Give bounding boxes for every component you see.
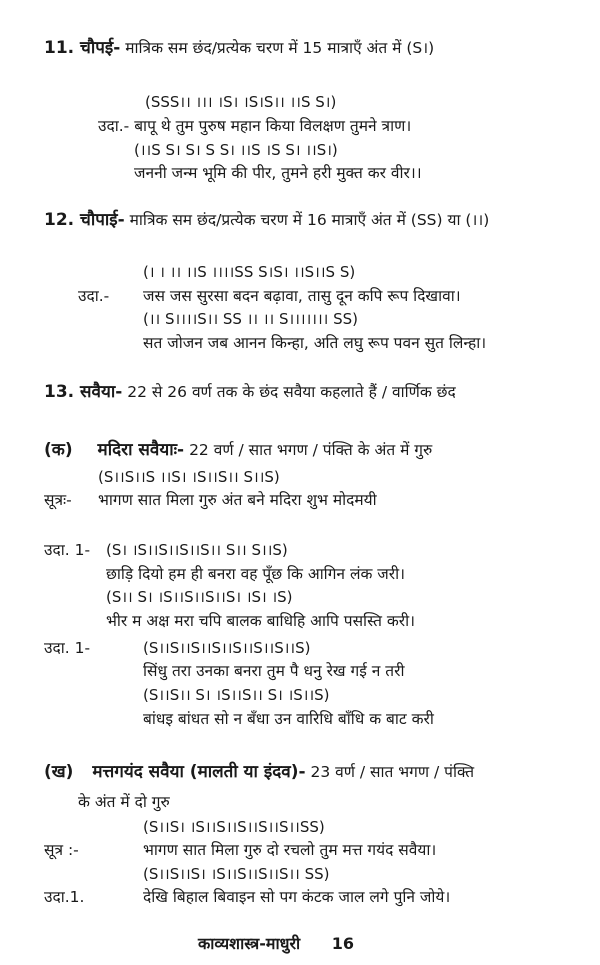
ka-example-2-scheme-2: (S।।S।। S। ।S।।S।। S। ।S।।S) [143, 686, 330, 704]
ka-example-1-line-1: छाड़ि दियो हम ही बनरा वह पूँछ कि आगिन लंक जरी। [106, 565, 406, 583]
ka-example-2-line-2: बांधइ बांधत सो न बँधा उन वारिधि बाँधि क बाट करी [143, 710, 434, 728]
section-12-number: 12. चौपाई- [44, 210, 125, 230]
section-12-scheme-2: (।। S।।।।S।। SS ।। ।। S।।।।।।। SS) [143, 310, 358, 328]
subsection-ka-title: मदिरा सवैयाः- [97, 440, 185, 460]
kha-sutra-label: सूत्र :- [44, 841, 79, 859]
section-11-scheme-1: (SSS।। ।।। ।S। ।S।S।। ।।S S।) [145, 93, 337, 111]
kha-example-line: देखि बिहाल बिवाइन सो पग कंटक जाल लगे पुनि जोये। [143, 888, 451, 906]
ka-example-1-label: उदा. 1- [44, 541, 91, 559]
page-number: 16 [331, 934, 354, 953]
ka-sutra-scheme: (S।।S।।S ।।S। ।S।।S।। S।।S) [98, 468, 280, 486]
section-13-number: 13. सवैया- [44, 382, 123, 402]
ka-example-1-scheme-2: (S।। S। ।S।।S।।S।।S। ।S। ।S) [106, 588, 293, 606]
ka-example-2-line-1: सिंधु तरा उनका बनरा तुम पै धनु रेख गई न तरी [143, 662, 405, 680]
page-footer [198, 934, 354, 954]
ka-example-2-scheme-1: (S।।S।।S।।S।।S।।S।।S।।S) [143, 639, 311, 657]
subsection-ka-desc: 22 वर्ण / सात भगण / पंक्ति के अंत में गुरु [189, 441, 433, 459]
section-11-heading [44, 38, 434, 58]
section-12-desc: मात्रिक सम छंद/प्रत्येक चरण में 16 मात्राएँ अंत में (SS) या (।।) [129, 211, 490, 229]
section-12-heading [44, 210, 489, 230]
kha-sutra-scheme: (S।।S। ।S।।S।।S।।S।।S।।SS) [143, 818, 325, 836]
example-line: बापू थे तुम पुरुष महान किया विलक्षण तुमने त्राण। [134, 117, 412, 135]
kha-sutra-text: भागण सात मिला गुरु दो रचलो तुम मत्त गयंद सवैया। [143, 841, 437, 859]
book-title: काव्यशास्त्र-माधुरी [198, 934, 301, 953]
section-11-example-1 [98, 116, 411, 136]
section-12-example-1: जस जस सुरसा बदन बढ़ावा, तासु दून कपि रूप दिखावा। [143, 287, 461, 305]
section-11-desc: मात्रिक सम छंद/प्रत्येक चरण में 15 मात्राएँ अंत में (S।) [125, 39, 435, 57]
subsection-kha-label: (ख) [44, 762, 74, 782]
section-12-example-2: सत जोजन जब आनन किन्हा, अति लघु रूप पवन सुत लिन्हा। [143, 334, 487, 352]
ka-sutra-label: सूत्रः- [44, 491, 72, 509]
subsection-ka-label: (क) [44, 440, 73, 460]
ka-example-1-line-2: भीर म अक्ष मरा चपि बालक बाधिहि आपि पसस्ति करी। [106, 612, 415, 630]
ka-sutra-text: भागण सात मिला गुरु अंत बने मदिरा शुभ मोदमयी [98, 491, 377, 509]
kha-example-label: उदा.1. [44, 888, 85, 906]
section-13-heading [44, 382, 456, 402]
subsection-kha-heading [44, 762, 474, 782]
subsection-kha-desc-cont: के अंत में दो गुरु [78, 793, 170, 811]
section-12-scheme-1: (। । ।। ।।S ।।।।SS S।S। ।।S।।S S) [143, 263, 356, 281]
kha-example-scheme: (S।।S।।S। ।S।।S।।S।।S।। SS) [143, 865, 330, 883]
section-11-example-2: जननी जन्म भूमि की पीर, तुमने हरी मुक्त कर वीर।। [134, 164, 422, 182]
ka-example-2-label: उदा. 1- [44, 639, 91, 657]
subsection-kha-title: मत्तगयंद सवैया (मालती या इंदव)- [92, 762, 306, 782]
section-11-number: 11. चौपई- [44, 38, 121, 58]
section-11-scheme-2: (।।S S। S। S S। ।।S ।S S। ।।S।) [134, 141, 338, 159]
subsection-kha-desc: 23 वर्ण / सात भगण / पंक्ति [310, 763, 475, 781]
ka-example-1-scheme-1: (S। ।S।।S।।S।।S।। S।। S।।S) [106, 541, 288, 559]
section-13-desc: 22 से 26 वर्ण तक के छंद सवैया कहलाते हैं / वार्णिक छंद [127, 383, 456, 401]
subsection-ka-heading [44, 440, 432, 460]
example-label: उदा.- [98, 117, 130, 135]
section-12-example-label: उदा.- [78, 287, 110, 305]
